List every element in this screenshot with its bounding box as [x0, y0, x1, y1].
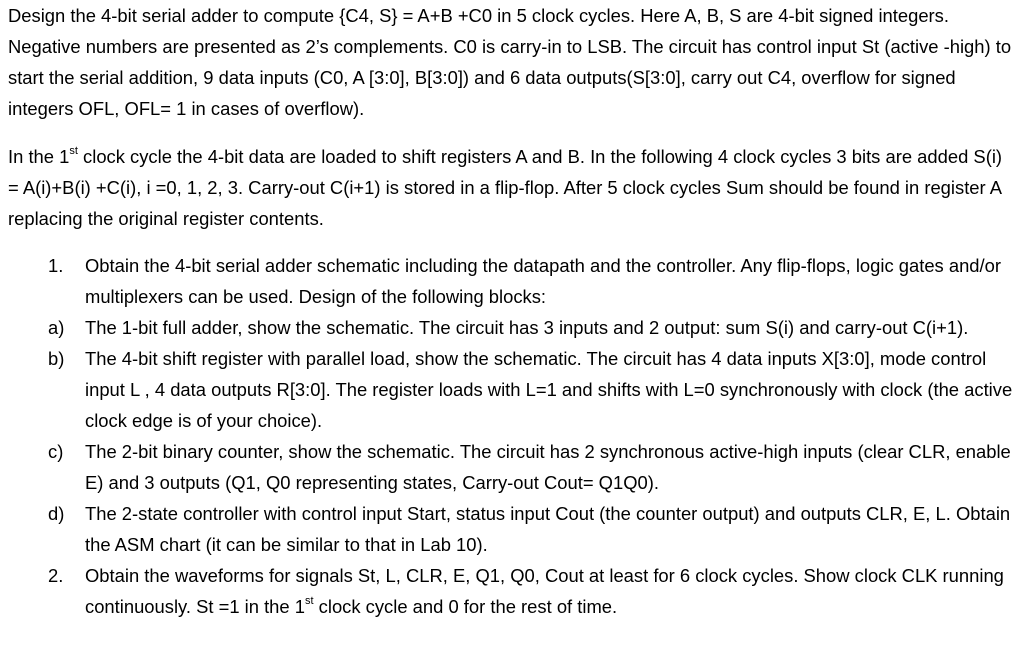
list-item	[8, 498, 1016, 560]
list-item	[8, 312, 1016, 343]
list-item	[8, 560, 1016, 622]
list-item-text-rest: clock cycle and 0 for the rest of time.	[313, 596, 618, 617]
ordinal-suffix: st	[69, 144, 78, 157]
load-text-rest: clock cycle the 4-bit data are loaded to shift registers A and B. In the following 4 clock cycles 3 bits are added S(i) = A(i)+B(i) +C(i), i =0, 1, 2, 3. Carry-out C(i+1) is stored in a flip-flop. After 5 clock cycles Sum should be found in register A replacing the original register contents.	[8, 146, 1003, 229]
list-marker: 2.	[48, 565, 64, 586]
intro-text: Design the 4-bit serial adder to compute {C4, S} = A+B +C0 in 5 clock cycles. Here A, B, S are 4-bit signed integers. Negative numbers are presented as 2’s complements. C0 is carry-in to LSB. The circuit has control input St (active -high) to start the serial addition, 9 data inputs (C0, A [3:0], B[3:0]) and 6 data outputs(S[3:0], carry out C4, overflow for signed integers OFL, OFL= 1 in cases of overflow).	[8, 5, 1012, 119]
list-item	[8, 343, 1016, 436]
list-item	[8, 250, 1016, 312]
list-item-text-start: Obtain the waveforms for signals St, L, CLR, E, Q1, Q0, Cout at least for 6 clock cycles. Show clock CLK running continuously. St =1 in the 1	[85, 565, 1004, 617]
list-item	[8, 436, 1016, 498]
list-marker: a)	[48, 317, 65, 338]
load-paragraph	[8, 141, 1012, 234]
list-marker: b)	[48, 348, 65, 369]
list-item-text: The 4-bit shift register with parallel load, show the schematic. The circuit has 4 data inputs X[3:0], mode control input L , 4 data outputs R[3:0]. The register loads with L=1 and shifts with L=0 synchronously with clock (the active clock edge is of your choice).	[85, 348, 1013, 431]
intro-paragraph	[8, 0, 1012, 124]
load-text-start: In the 1	[8, 146, 70, 167]
list-marker: c)	[48, 441, 64, 462]
list-item-text: Obtain the 4-bit serial adder schematic including the datapath and the controller. Any flip-flops, logic gates and/or multiplexers can be used. Design of the following blocks:	[85, 255, 1001, 307]
task-list	[8, 250, 1016, 622]
ordinal-suffix: st	[304, 594, 314, 607]
list-item-text: The 2-bit binary counter, show the schematic. The circuit has 2 synchronous active-high inputs (clear CLR, enable E) and 3 outputs (Q1, Q0 representing states, Carry-out Cout= Q1Q0).	[85, 441, 1011, 493]
list-marker: 1.	[48, 255, 64, 276]
list-item-text: The 2-state controller with control input Start, status input Cout (the counter output) and outputs CLR, E, L. Obtain the ASM chart (it can be similar to that in Lab 10).	[85, 503, 1011, 555]
list-marker: d)	[48, 503, 65, 524]
list-item-text: The 1-bit full adder, show the schematic. The circuit has 3 inputs and 2 output: sum S(i) and carry-out C(i+1).	[85, 317, 969, 338]
